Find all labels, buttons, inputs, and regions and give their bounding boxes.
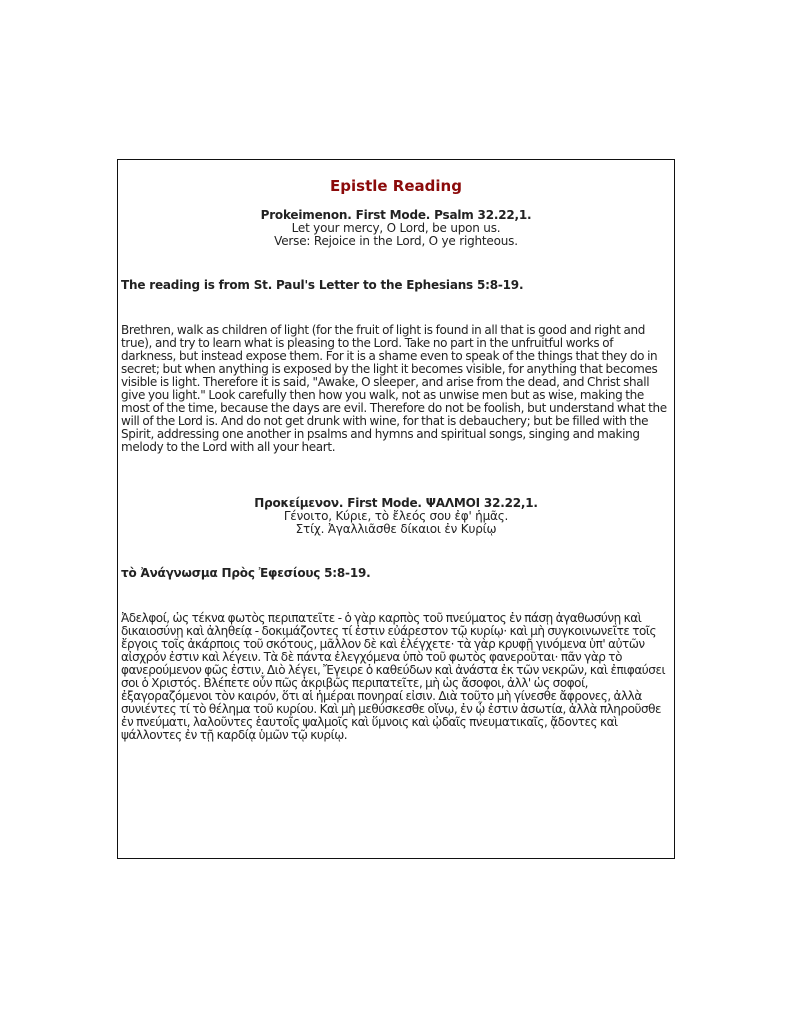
page-title: Epistle Reading <box>330 177 462 195</box>
reading-frame <box>117 159 675 859</box>
greek-prokeimenon <box>121 497 671 536</box>
greek-verse-line: Στίχ. Ἀγαλλιᾶσθε δίκαιοι ἐν Κυρίῳ <box>295 522 497 536</box>
greek-prokeimenon-heading: Προκείμενον. First Mode. ΨΑΛΜΟΙ 32.22,1. <box>254 496 538 510</box>
english-reading-text: Brethren, walk as children of light (for the fruit of light is found in all that is good and right and true), and try to learn what is pleasing to the Lord. Take no part in the unfruitful works of darkness, but instead expose them. For it is a shame even to speak of the things that they do in secret; but when anything is exposed by the light it becomes visible, for anything that becomes visible is light. Therefore it is said, "Awake, O sleeper, and arise from the dead, and Christ shall give you light." Look carefully then how you walk, not as unwise men but as wise, making the most of the time, because the days are evil. Therefore do not be foolish, but understand what the will of the Lord is. And do not get drunk with wine, for that is debauchery; but be filled with the Spirit, addressing one another in psalms and hymns and spiritual songs, singing and making melody to the Lord with all your heart. <box>121 323 667 454</box>
english-prokeimenon-line: Let your mercy, O Lord, be upon us. <box>291 221 501 235</box>
greek-reading-text: Ἀδελφοί, ὡς τέκνα φωτὸς περιπατεῖτε - ὁ γὰρ καρπὸς τοῦ πνεύματος ἐν πάσῃ ἀγαθωσύνῃ καὶ δικαιοσύνῃ καὶ ἀληθείᾳ - δοκιμάζοντες τί ἐστιν εὐάρεστον τῷ κυρίῳ· καὶ μὴ συγκοινωνεῖτε τοῖς ἔργοις τοῖς ἀκάρποις τοῦ σκότους, μᾶλλον δὲ καὶ ἐλέγχετε· τὰ γὰρ κρυφῇ γινόμενα ὑπ' αὐτῶν αἰσχρόν ἐστιν καὶ λέγειν. Τὰ δὲ πάντα ἐλεγχόμενα ὑπὸ τοῦ φωτὸς φανεροῦται· πᾶν γὰρ τὸ φανερούμενον φῶς ἐστιν. Διὸ λέγει, Ἔγειρε ὁ καθεύδων καὶ ἀνάστα ἐκ τῶν νεκρῶν, καὶ ἐπιφαύσει σοι ὁ Χριστός. Βλέπετε οὖν πῶς ἀκριβῶς περιπατεῖτε, μὴ ὡς ἄσοφοι, ἀλλ' ὡς σοφοί, ἐξαγοραζόμενοι τὸν καιρόν, ὅτι αἱ ἡμέραι πονηραί εἰσιν. Διὰ τοῦτο μὴ γίνεσθε ἄφρονες, ἀλλὰ συνιέντες τί τὸ θέλημα τοῦ κυρίου. Καὶ μὴ μεθύσκεσθε οἴνῳ, ἐν ᾧ ἐστιν ἀσωτία, ἀλλὰ πληροῦσθε ἐν πνεύματι, λαλοῦντες ἑαυτοῖς ψαλμοῖς καὶ ὕμνοις καὶ ᾠδαῖς πνευματικαῖς, ᾄδοντες καὶ ψάλλοντες ἐν τῇ καρδίᾳ ὑμῶν τῷ κυρίῳ. <box>121 611 666 742</box>
english-prokeimenon-heading: Prokeimenon. First Mode. Psalm 32.22,1. <box>260 208 532 222</box>
greek-prokeimenon-line: Γένοιτο, Κύριε, τὸ ἔλεός σου ἐφ' ἡμᾶς. <box>283 509 509 523</box>
english-reading-heading: The reading is from St. Paul's Letter to the Ephesians 5:8-19. <box>121 278 524 292</box>
english-verse-line: Verse: Rejoice in the Lord, O ye righteous. <box>274 234 518 248</box>
greek-reading-heading: τὸ Ἀνάγνωσμα Πρὸς Ἐφεσίους 5:8-19. <box>121 566 371 580</box>
english-prokeimenon <box>121 209 671 248</box>
